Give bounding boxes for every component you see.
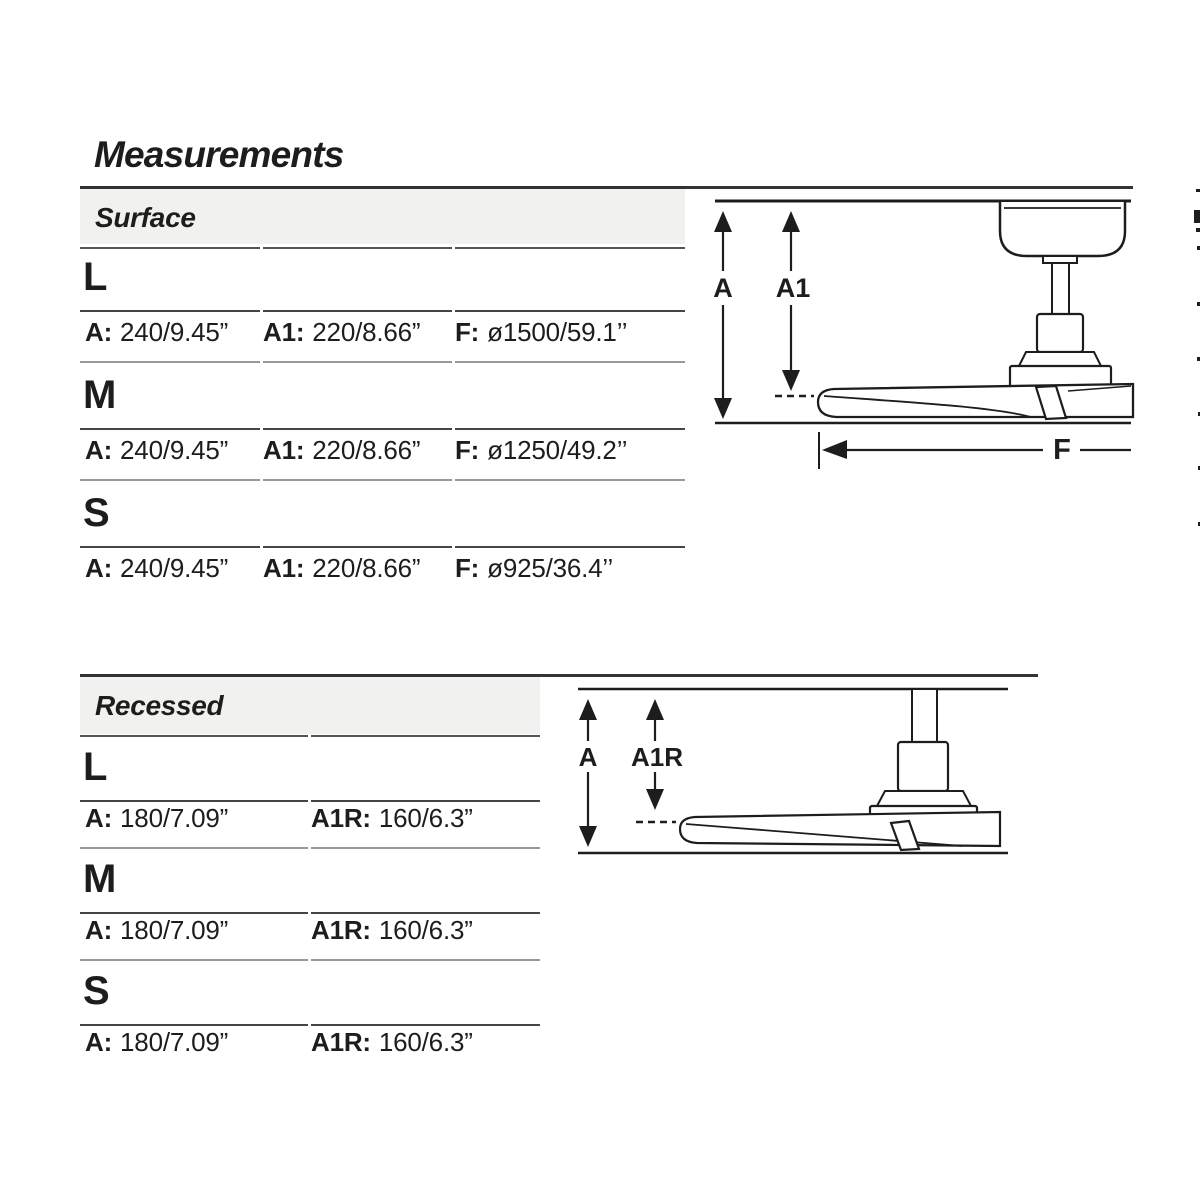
size-label: L xyxy=(83,255,108,299)
measurement-cell: A: 240/9.45” xyxy=(85,553,229,583)
measurement-cell: A1: 220/8.66” xyxy=(263,421,452,481)
measurement-cell: A: 240/9.45” xyxy=(80,303,260,363)
recessed-header-label: Recessed xyxy=(95,690,224,721)
recessed-row-s-label xyxy=(80,958,540,1013)
measurement-cell: A: 180/7.09” xyxy=(85,1027,229,1057)
dimension-arrow-a xyxy=(713,211,733,419)
measurement-cell: A1R: 160/6.3” xyxy=(311,789,540,849)
surface-mount-diagram xyxy=(700,180,1145,480)
dimension-label-a: A xyxy=(578,742,598,772)
recessed-row-l-label xyxy=(80,734,540,789)
dimension-label-a1: A1 xyxy=(775,273,811,303)
dimension-arrow-f xyxy=(819,432,1131,469)
dimension-label-a1r: A1R xyxy=(630,742,684,772)
size-label: M xyxy=(83,857,117,901)
measurement-cell: A: 180/7.09” xyxy=(80,789,308,849)
recessed-row-s-values xyxy=(80,1013,540,1070)
measurement-cell: A: 180/7.09” xyxy=(80,901,308,961)
dimension-arrow-a1r xyxy=(631,699,683,810)
surface-row-l-label xyxy=(80,244,685,303)
surface-row-m-values xyxy=(80,421,685,480)
measurement-cell: A1: 220/8.66” xyxy=(263,553,421,583)
measurement-cell: A1: 220/8.66” xyxy=(263,303,452,363)
canopy-connector xyxy=(1043,256,1077,263)
size-label: S xyxy=(83,491,110,535)
measurement-cell: F: ø1250/49.2’’ xyxy=(455,421,685,481)
surface-header-label: Surface xyxy=(95,202,196,233)
downrod xyxy=(1052,263,1069,314)
dimension-arrow-a xyxy=(579,699,598,847)
fan-blade xyxy=(680,812,1000,846)
fan-canopy xyxy=(1000,202,1125,256)
measurement-cell: A1R: 160/6.3” xyxy=(311,901,540,961)
recessed-table-header-row xyxy=(80,677,540,734)
surface-row-m-label xyxy=(80,362,685,421)
surface-row-l-values xyxy=(80,303,685,362)
motor-upper-block xyxy=(1037,314,1083,352)
measurement-cell: A: 240/9.45” xyxy=(80,421,260,481)
recessed-row-m-label xyxy=(80,846,540,901)
measurement-cell: A1R: 160/6.3” xyxy=(311,1027,473,1057)
dimension-label-a: A xyxy=(713,273,733,303)
recessed-row-l-values xyxy=(80,789,540,846)
motor-collar xyxy=(1019,352,1101,366)
surface-table-header-row xyxy=(80,189,685,244)
surface-table xyxy=(80,189,685,598)
surface-row-s-values xyxy=(80,539,685,598)
recessed-mount-diagram xyxy=(555,668,1020,868)
motor-collar xyxy=(877,791,971,806)
surface-row-s-label xyxy=(80,480,685,539)
page-title: Measurements xyxy=(94,134,344,175)
dimension-arrow-a1 xyxy=(776,211,811,391)
recessed-table xyxy=(80,677,540,1070)
size-label: S xyxy=(83,969,110,1013)
measurement-cell: F: ø1500/59.1’’ xyxy=(455,303,685,363)
measurement-cell: F: ø925/36.4’’ xyxy=(455,553,614,583)
recessed-stem xyxy=(912,689,937,742)
motor-upper-block xyxy=(898,742,948,791)
dimension-label-f: F xyxy=(1053,434,1071,466)
size-label: M xyxy=(83,373,117,417)
size-label: L xyxy=(83,745,108,789)
recessed-row-m-values xyxy=(80,901,540,958)
